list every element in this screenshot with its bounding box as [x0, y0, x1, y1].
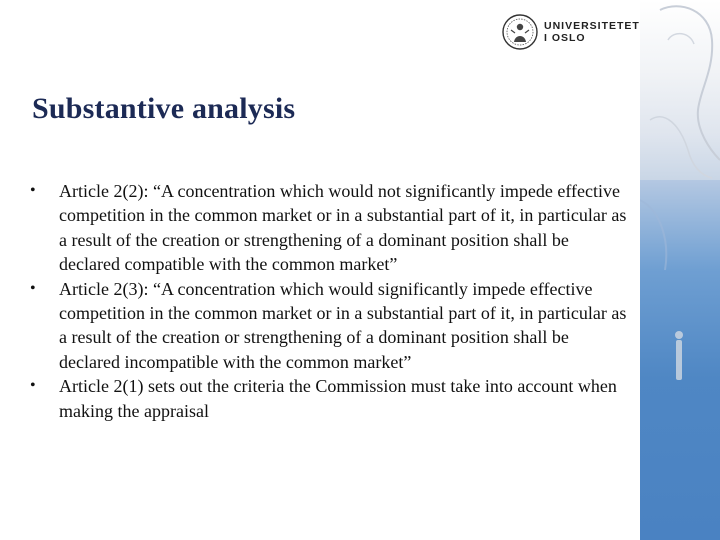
decorative-side-image — [640, 0, 720, 540]
bullet-text: Article 2(3): “A concentration which would significantly impede effective competition in the common market or in a substantial part of it, in particular as a result of the creation or strengthening of a dominant position shall be declared incompatible with the common market” — [59, 278, 627, 372]
bullet-list — [30, 179, 630, 423]
bullet-marker: • — [30, 377, 36, 395]
bullet-item — [30, 277, 630, 375]
slide-title: Substantive analysis — [32, 92, 296, 125]
bullet-marker: • — [30, 182, 36, 199]
bullet-text: Article 2(1) sets out the criteria the Commission must take into account when making the appraisal — [59, 376, 617, 421]
side-image-art — [640, 0, 720, 540]
bullet-item — [30, 374, 630, 423]
bullet-item — [30, 179, 630, 277]
logo-line-2: I OSLO — [544, 32, 586, 44]
logo-line-1: UNIVERSITETET — [544, 20, 640, 32]
university-logo — [502, 14, 640, 50]
bullet-text: Article 2(2): “A concentration which would not significantly impede effective competition in the common market or in a substantial part of it, in particular as a result of the creation or strengthening of a dominant position shall be declared compatible with the common market” — [59, 181, 627, 275]
bullet-marker: • — [30, 279, 36, 297]
university-seal-icon — [502, 14, 538, 50]
